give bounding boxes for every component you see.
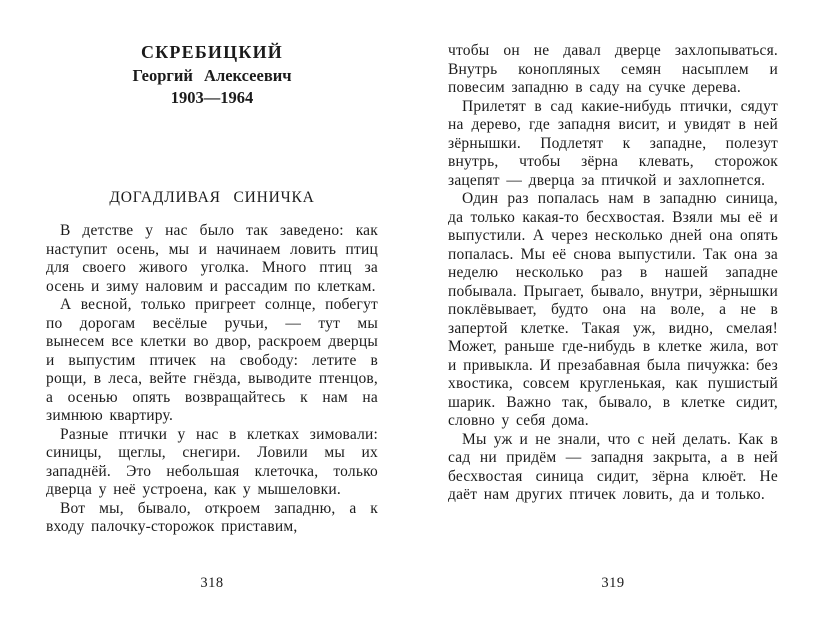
author-name: Георгий Алексеевич <box>132 66 292 85</box>
paragraph: Вот мы, бывало, откроем западню, а к входу палочку-сторожок приставим, <box>46 499 378 535</box>
paragraph: Один раз попалась нам в западню синица, да только какая-то бесхвостая. Взяли мы её и выпустили. А через несколько дней она опять попалась. Мы её снова выпустили. Так она за неделю несколько раз в нашей западне побывала. Прыгает, бывало, внутри, зёрнышки поклёвывает, будто она на воле, а не в запертой клетке. Такая уж, видно, смелая! Может, раньше где-нибудь в клетке жила, вот и привыкла. И презабавная была пичужка: без хвостика, совсем кругленькая, как пушистый шарик. Важно так, бывало, в клетке сидит, словно у себя дома. <box>448 190 778 429</box>
paragraph: Мы уж и не знали, что с ней делать. Как в сад ни придём — западня закрыта, а в ней бесхвостая синица сидит, зёрна клюёт. Не даёт нам других птичек ловить, да и только. <box>448 430 778 503</box>
author-heading <box>46 40 378 109</box>
page-number-right: 319 <box>601 575 625 591</box>
paragraph: Прилетят в сад какие-нибудь птички, сядут на дерево, где западня висит, и увидят в ней зёрнышки. Подлетят к западне, полезут внутрь, чтобы зёрна клевать, сторожок зацепят — дверца за птичкой и захлопнется. <box>448 97 778 189</box>
page-number-left: 318 <box>200 575 224 591</box>
page-right <box>448 0 778 636</box>
paragraph: Разные птички у нас в клетках зимовали: синицы, щеглы, снегири. Ловили мы их западнёй. Это небольшая клеточка, только дверца у неё устроена, как у мышеловки. <box>46 425 378 498</box>
author-surname: СКРЕБИЦКИЙ <box>140 42 283 62</box>
paragraph: чтобы он не давал дверце захлопываться. Внутрь конопляных семян насыплем и повесим западню в саду на сучке дерева. <box>448 42 778 96</box>
paragraph: В детстве у нас было так заведено: как наступит осень, мы и начинаем ловить птиц для своего живого уголка. Много птиц за осень и зиму наловим и рассадим по клеткам. <box>46 222 378 295</box>
page-left <box>46 0 378 636</box>
story-title: ДОГАДЛИВАЯ СИНИЧКА <box>109 189 315 206</box>
author-years: 1903—1964 <box>170 88 254 107</box>
paragraph: А весной, только пригреет солнце, побегут по дорогам весёлые ручьи, — тут мы вынесем все клетки во двор, раскроем дверцы и выпустим птичек на свободу: летите в рощи, в леса, вейте гнёзда, выводите птенцов, а осенью опять возвращайтесь к нам на зимнюю квартиру. <box>46 296 378 424</box>
